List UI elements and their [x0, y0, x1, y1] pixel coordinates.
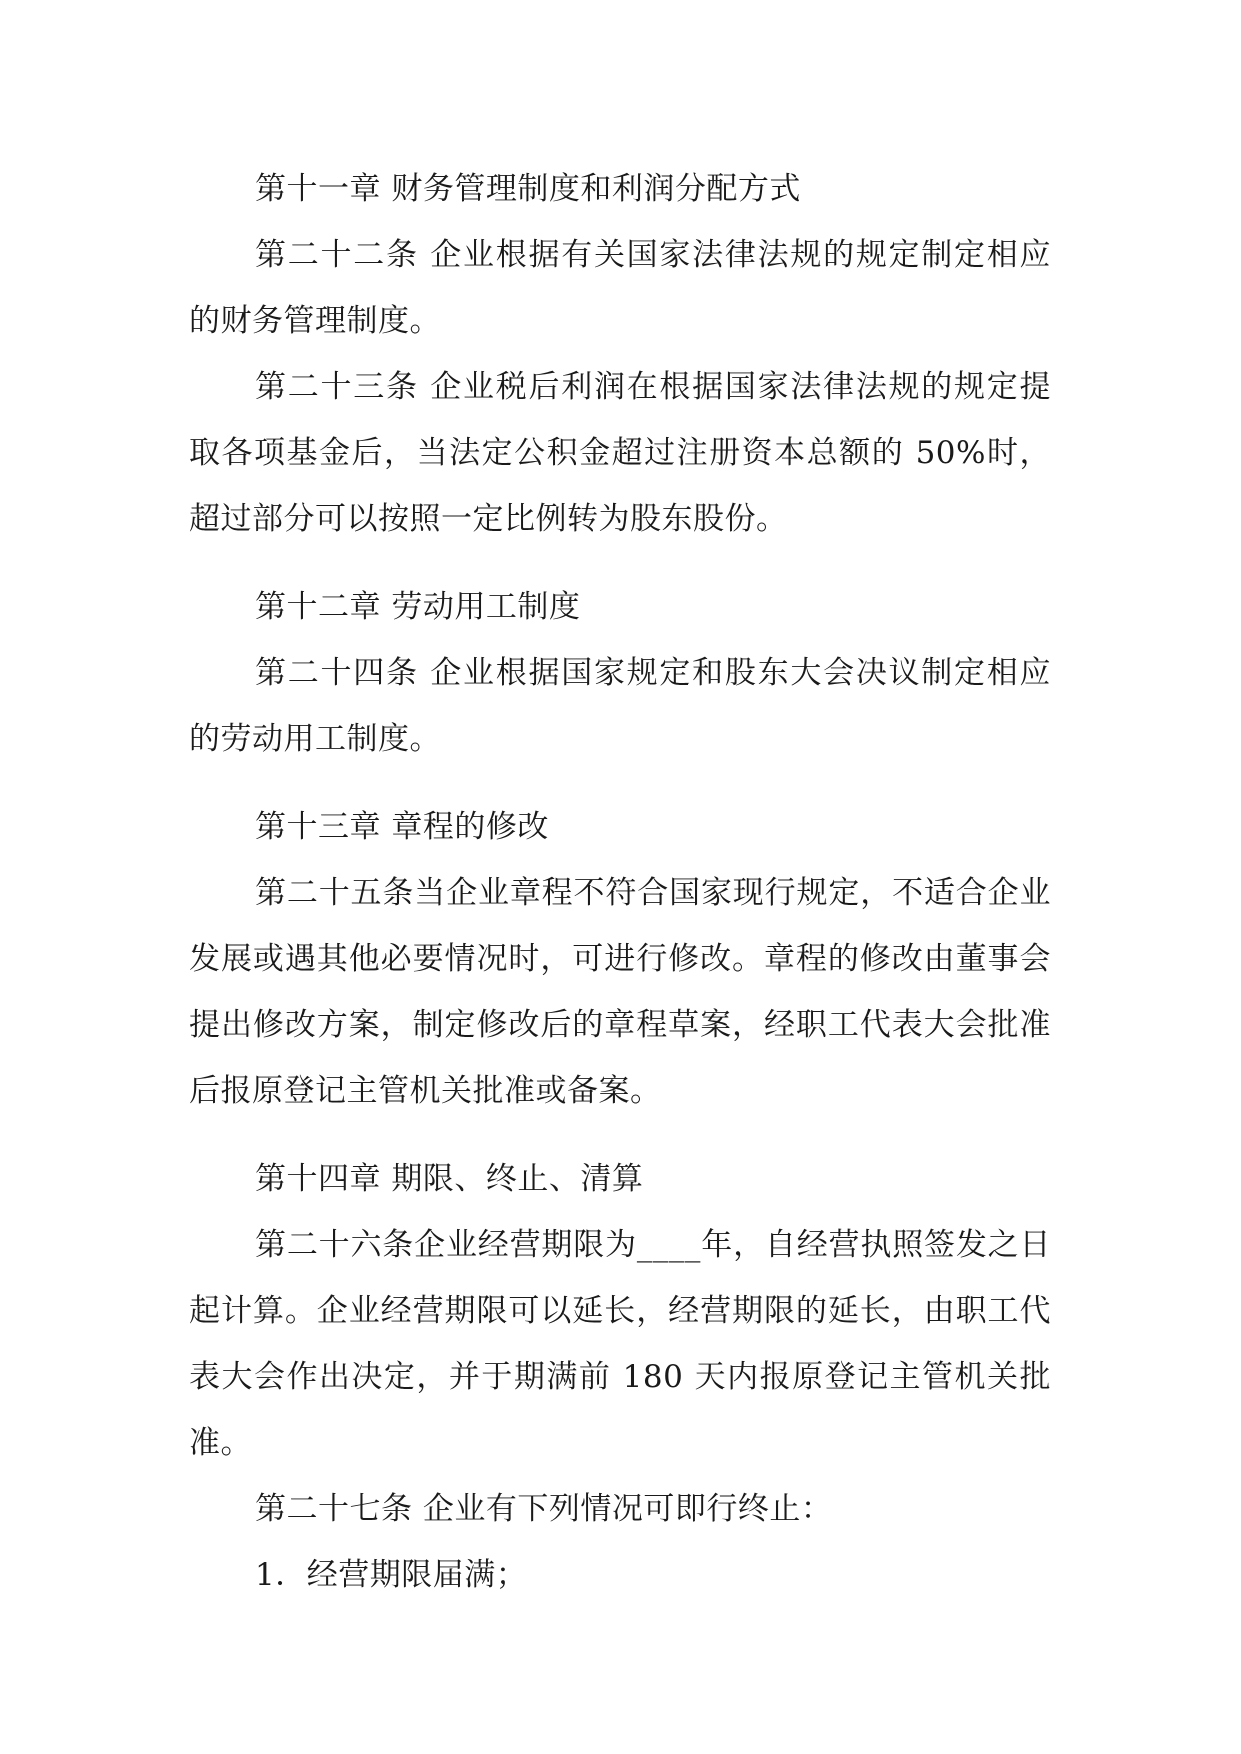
document-body	[189, 156, 1051, 1608]
article-24: 第二十四条 企业根据国家规定和股东大会决议制定相应的劳动用工制度。	[189, 655, 1051, 757]
section-gap	[189, 552, 1051, 574]
section-gap	[189, 772, 1051, 794]
article-26: 第二十六条企业经营期限为____年，自经营执照签发之日起计算。企业经营期限可以延长，经营期限的延长，由职工代表大会作出决定，并于期满前 180 天内报原登记主管机关批准。	[189, 1227, 1051, 1461]
article-22: 第二十二条 企业根据有关国家法律法规的规定制定相应的财务管理制度。	[189, 237, 1051, 339]
article-25: 第二十五条当企业章程不符合国家现行规定，不适合企业发展或遇其他必要情况时，可进行修改。章程的修改由董事会提出修改方案，制定修改后的章程草案，经职工代表大会批准后报原登记主管机关批准或备案。	[189, 875, 1051, 1109]
chapter-13-heading: 第十三章 章程的修改	[255, 809, 549, 845]
list-item-1: 1．经营期限届满；	[255, 1557, 528, 1593]
section-gap	[189, 1124, 1051, 1146]
article-23: 第二十三条 企业税后利润在根据国家法律法规的规定提取各项基金后，当法定公积金超过注册资本总额的 50%时，超过部分可以按照一定比例转为股东股份。	[189, 369, 1051, 537]
chapter-11-heading: 第十一章 财务管理制度和利润分配方式	[255, 171, 801, 207]
chapter-12-heading: 第十二章 劳动用工制度	[255, 589, 581, 625]
chapter-14-heading: 第十四章 期限、终止、清算	[255, 1161, 644, 1197]
article-27: 第二十七条 企业有下列情况可即行终止：	[255, 1491, 833, 1527]
